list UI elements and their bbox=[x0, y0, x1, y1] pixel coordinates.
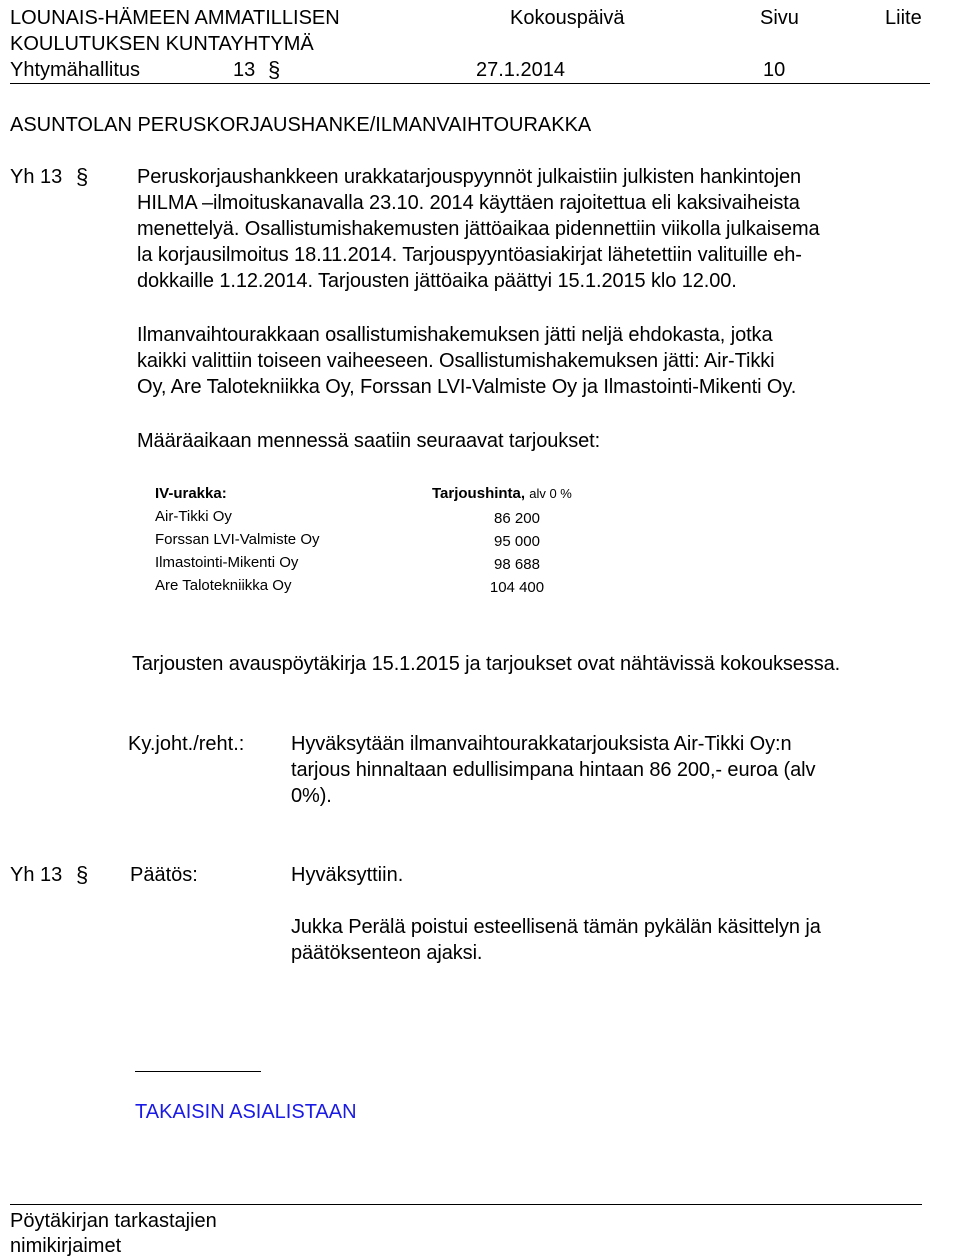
org-name-line1: LOUNAIS-HÄMEEN AMMATILLISEN bbox=[10, 7, 340, 29]
header-section-number: 13 bbox=[233, 59, 256, 81]
table-row-price: 86 200 bbox=[494, 510, 540, 527]
table-row-company: Ilmastointi-Mikenti Oy bbox=[155, 554, 299, 571]
table-header-price-label: Tarjoushinta, bbox=[432, 485, 526, 502]
proposal-line: Hyväksytään ilmanvaihtourakkatarjouksista Air-Tikki Oy:n bbox=[291, 733, 792, 755]
section-ref: Yh 13 bbox=[10, 166, 63, 188]
table-header-contract: IV-urakka: bbox=[155, 485, 227, 502]
footer-rule bbox=[10, 1204, 922, 1205]
decision-note-line: päätöksenteon ajaksi. bbox=[291, 942, 483, 964]
proposal-line: 0%). bbox=[291, 785, 332, 807]
decision-section-ref: Yh 13 bbox=[10, 864, 63, 886]
decision-section-sign: § bbox=[76, 862, 89, 887]
meeting-date: 27.1.2014 bbox=[476, 59, 565, 81]
table-row-company: Air-Tikki Oy bbox=[155, 508, 232, 525]
footer-reviewers-line1: Pöytäkirjan tarkastajien bbox=[10, 1210, 217, 1232]
paragraph-2-line: Oy, Are Talotekniikka Oy, Forssan LVI-Valmiste Oy ja Ilmastointi-Mikenti Oy. bbox=[137, 376, 797, 398]
back-to-agenda-link[interactable]: TAKAISIN ASIALISTAAN bbox=[135, 1101, 357, 1123]
paragraph-1-line: menettelyä. Osallistumishakemusten jättöaikaa pidennettiin viikolla julkaisema bbox=[137, 218, 820, 240]
org-name-line2: KOULUTUKSEN KUNTAYHTYMÄ bbox=[10, 33, 314, 55]
paragraph-3: Määräaikaan mennessä saatiin seuraavat tarjoukset: bbox=[137, 430, 601, 452]
paragraph-2-line: Ilmanvaihtourakkaan osallistumishakemuksen jätti neljä ehdokasta, jotka bbox=[137, 324, 773, 346]
paragraph-4: Tarjousten avauspöytäkirja 15.1.2015 ja tarjoukset ovat nähtävissä kokouksessa. bbox=[132, 653, 841, 675]
table-row-price: 98 688 bbox=[494, 556, 540, 573]
paragraph-1-line: Peruskorjaushankkeen urakkatarjouspyynnöt julkaistiin julkisten hankintojen bbox=[137, 166, 801, 188]
table-row-company: Forssan LVI-Valmiste Oy bbox=[155, 531, 320, 548]
footer-reviewers-line2: nimikirjaimet bbox=[10, 1235, 122, 1257]
proposal-line: tarjous hinnaltaan edullisimpana hintaan 86 200,- euroa (alv bbox=[291, 759, 816, 781]
paragraph-2-line: kaikki valittiin toiseen vaiheeseen. Osallistumishakemuksen jätti: Air-Tikki bbox=[137, 350, 775, 372]
page-number: 10 bbox=[763, 59, 786, 81]
section-title: ASUNTOLAN PERUSKORJAUSHANKE/ILMANVAIHTOURAKKA bbox=[10, 114, 592, 136]
decision-text: Hyväksyttiin. bbox=[291, 864, 404, 886]
table-header-price bbox=[432, 485, 572, 503]
paragraph-2 bbox=[137, 322, 796, 400]
table-row-price: 104 400 bbox=[489, 579, 545, 596]
decision-label: Päätös: bbox=[130, 864, 198, 886]
separator-line bbox=[135, 1071, 261, 1072]
page-label: Sivu bbox=[760, 7, 799, 29]
table-row-price: 95 000 bbox=[494, 533, 540, 550]
proposal-label: Ky.joht./reht.: bbox=[128, 733, 245, 755]
paragraph-1-line: HILMA –ilmoituskanavalla 23.10. 2014 käyttäen rajoitettua eli kaksivaiheista bbox=[137, 192, 800, 214]
table-row-company: Are Talotekniikka Oy bbox=[155, 577, 292, 594]
attachment-label: Liite bbox=[885, 7, 922, 29]
header-section-sign: § bbox=[268, 57, 281, 82]
body-name: Yhtymähallitus bbox=[10, 59, 141, 81]
proposal-text bbox=[291, 731, 815, 809]
meeting-date-label: Kokouspäivä bbox=[510, 7, 625, 29]
table-header-price-vat: alv 0 % bbox=[529, 486, 572, 501]
section-ref-sign: § bbox=[76, 164, 89, 189]
decision-note bbox=[291, 914, 821, 966]
decision-note-line: Jukka Perälä poistui esteellisenä tämän pykälän käsittelyn ja bbox=[291, 916, 821, 938]
paragraph-1 bbox=[137, 164, 820, 294]
header-rule bbox=[10, 83, 930, 84]
paragraph-1-line: la korjausilmoitus 18.11.2014. Tarjouspyyntöasiakirjat lähetettiin valituille eh- bbox=[137, 244, 802, 266]
paragraph-1-line: dokkaille 1.12.2014. Tarjousten jättöaika päättyi 15.1.2015 klo 12.00. bbox=[137, 270, 737, 292]
